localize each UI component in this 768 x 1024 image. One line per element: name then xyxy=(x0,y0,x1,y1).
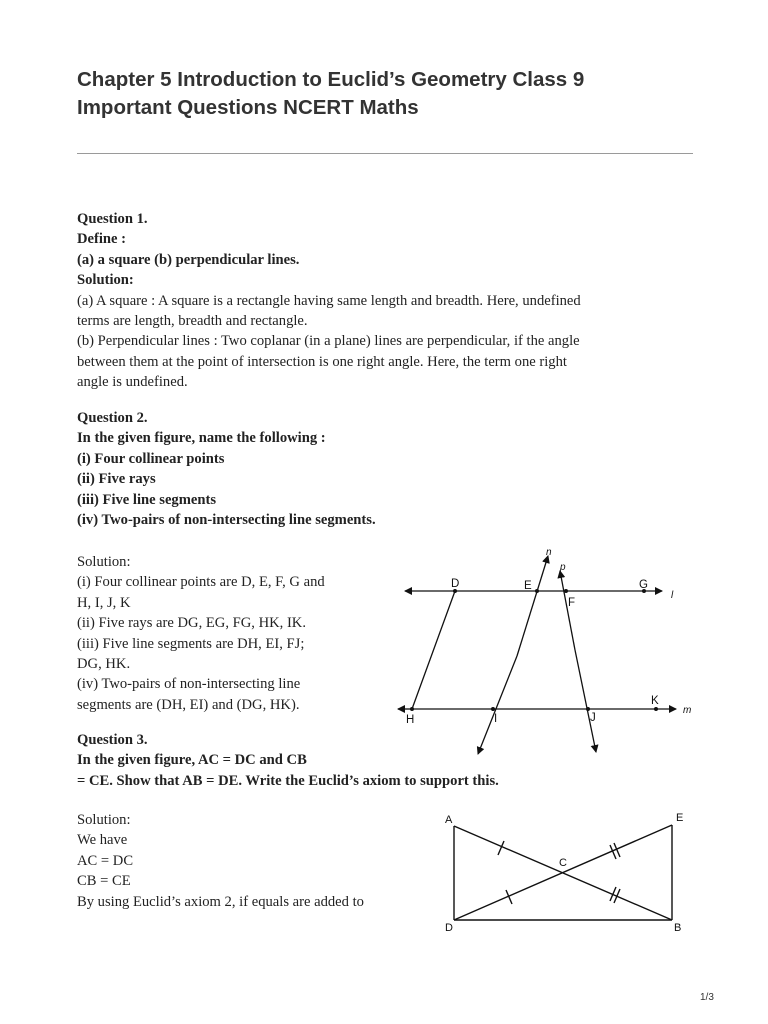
question-prompt-line: = CE. Show that AB = DE. Write the Euclid’s axiom to support this. xyxy=(77,772,499,789)
question-prompt-line: Define : xyxy=(77,231,127,248)
point-j xyxy=(586,707,590,711)
title-line: Chapter 5 Introduction to Euclid’s Geometry Class 9 xyxy=(77,68,585,91)
label-e: E xyxy=(524,580,532,592)
point-k xyxy=(654,707,658,711)
point-e xyxy=(535,589,539,593)
label-a: A xyxy=(445,814,453,826)
label-f: F xyxy=(568,597,576,609)
question-3-solution xyxy=(77,810,364,912)
answer-line: terms are length, breadth and rectangle. xyxy=(77,313,308,330)
segment-dh xyxy=(412,591,455,709)
tick-ac xyxy=(498,841,504,855)
point-h xyxy=(410,707,414,711)
answer-line: (b) Perpendicular lines : Two coplanar (in a plane) lines are perpendicular, if the angle xyxy=(77,333,580,350)
question-prompt-line: (ii) Five rays xyxy=(77,471,156,488)
point-f xyxy=(564,589,568,593)
label-d: D xyxy=(445,922,453,934)
point-i xyxy=(491,707,495,711)
answer-line: (a) A square : A square is a rectangle having same length and breadth. Here, undefined xyxy=(77,292,581,309)
label-c: C xyxy=(559,857,567,869)
crossed-triangles-figure xyxy=(440,808,700,938)
question-prompt-line: (iii) Five line segments xyxy=(77,491,217,508)
label-p: p xyxy=(560,562,566,573)
label-k: K xyxy=(651,695,659,707)
question-prompt-line: (i) Four collinear points xyxy=(77,450,225,467)
label-b: B xyxy=(674,922,682,934)
page-title xyxy=(77,66,717,122)
question-1 xyxy=(77,209,581,393)
answer-line: AC = DC xyxy=(77,852,134,869)
solution-label: Solution: xyxy=(77,812,131,828)
question-prompt-line: In the given figure, AC = DC and CB xyxy=(77,752,307,769)
answer-line: (ii) Five rays are DG, EG, FG, HK, IK. xyxy=(77,615,306,632)
question-prompt-line: (a) a square (b) perpendicular lines. xyxy=(77,251,300,268)
question-prompt-line: (iv) Two-pairs of non-intersecting line segments. xyxy=(77,512,376,529)
answer-line: segments are (DH, EI) and (DG, HK). xyxy=(77,696,300,713)
question-2 xyxy=(77,408,376,530)
answer-line: between them at the point of intersection is one right angle. Here, the term one right xyxy=(77,353,567,370)
question-heading: Question 3. xyxy=(77,732,148,748)
question-2-solution xyxy=(77,552,325,715)
label-l: l xyxy=(671,590,674,601)
question-heading: Question 2. xyxy=(77,410,148,426)
label-j: J xyxy=(590,712,596,724)
parallel-lines-figure xyxy=(395,545,705,760)
label-d: D xyxy=(451,578,460,590)
answer-line: H, I, J, K xyxy=(77,594,131,611)
answer-line: CB = CE xyxy=(77,873,131,890)
title-line: Important Questions NCERT Maths xyxy=(77,96,419,119)
title-divider xyxy=(77,153,693,154)
question-prompt-line: In the given figure, name the following : xyxy=(77,430,326,447)
solution-label: Solution: xyxy=(77,554,131,570)
line-p xyxy=(560,571,575,650)
answer-line: DG, HK. xyxy=(77,656,131,673)
line-p xyxy=(575,650,596,752)
label-h: H xyxy=(406,714,415,726)
label-n: n xyxy=(546,547,552,558)
question-heading: Question 1. xyxy=(77,211,148,227)
answer-line: By using Euclid’s axiom 2, if equals are added to xyxy=(77,893,364,910)
page-number: 1/3 xyxy=(700,992,714,1003)
answer-line: (iv) Two-pairs of non-intersecting line xyxy=(77,676,301,693)
answer-line: We have xyxy=(77,832,128,849)
label-i: I xyxy=(494,713,498,725)
solution-label: Solution: xyxy=(77,272,134,289)
question-3 xyxy=(77,730,499,791)
answer-line: (i) Four collinear points are D, E, F, G and xyxy=(77,574,325,591)
answer-line: angle is undefined. xyxy=(77,374,188,391)
label-g: G xyxy=(639,579,648,591)
label-m: m xyxy=(683,705,692,716)
line-n xyxy=(517,556,548,656)
label-e: E xyxy=(676,812,684,824)
answer-line: (iii) Five line segments are DH, EI, FJ; xyxy=(77,635,305,652)
